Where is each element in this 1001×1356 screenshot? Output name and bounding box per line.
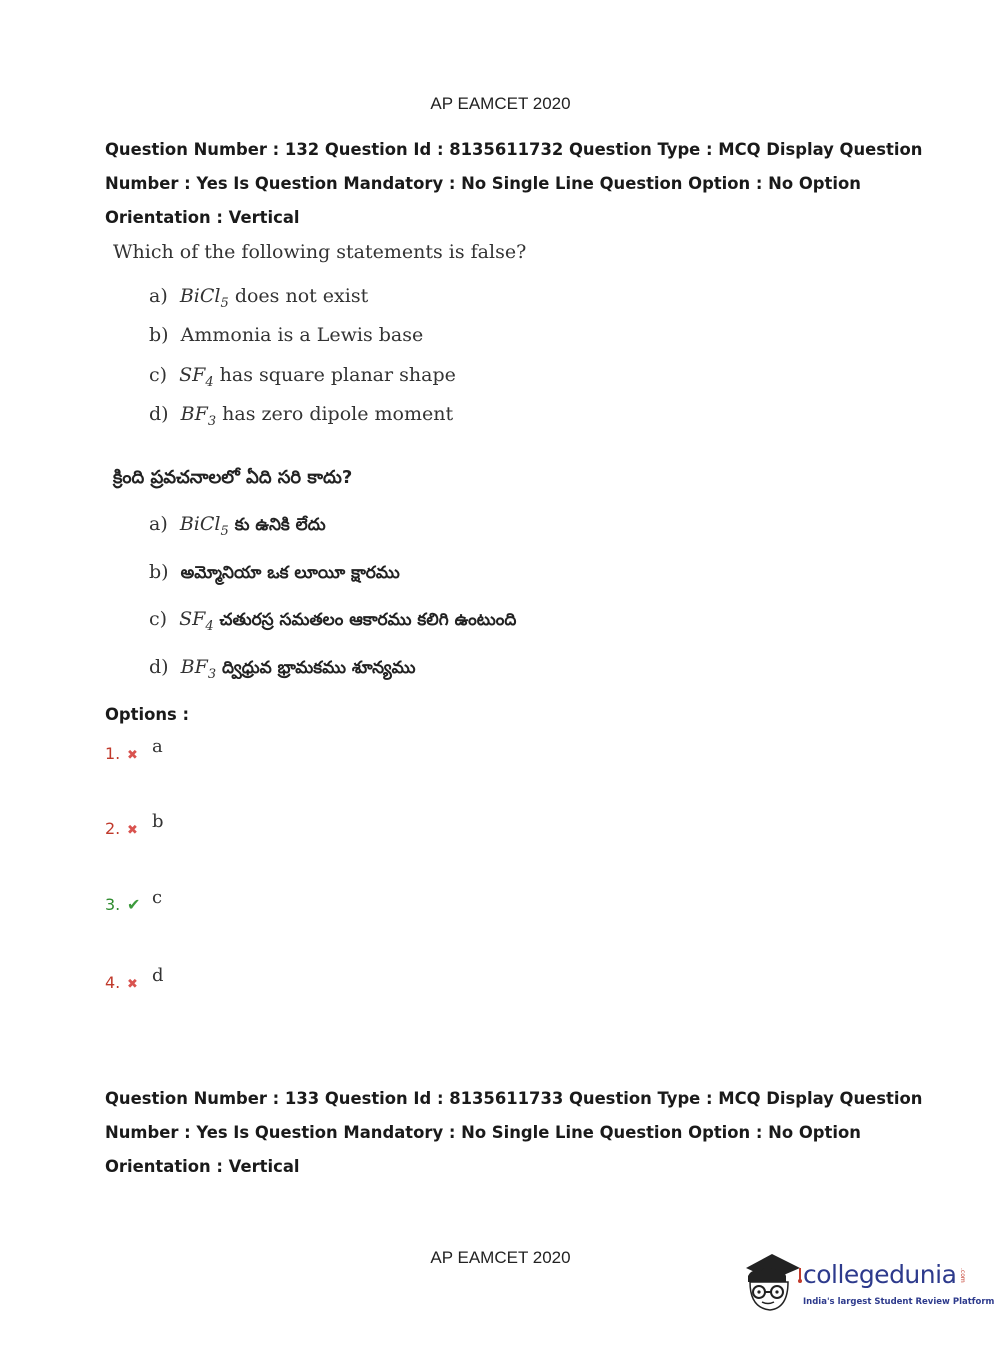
answer-option-3 (105, 887, 163, 914)
meta-line: Number : Yes Is Question Mandatory : No Single Line Question Option : No Option (105, 1123, 861, 1142)
answer-number: 4. (105, 973, 121, 992)
answer-value: c (152, 887, 163, 908)
meta-line: Orientation : Vertical (105, 1157, 300, 1176)
logo-tagline: India's largest Student Review Platform (803, 1297, 995, 1307)
answer-option-1 (105, 736, 163, 763)
answer-number: 2. (105, 819, 121, 838)
answer-option-4 (105, 965, 164, 992)
collegedunia-logo (742, 1250, 995, 1320)
meta-line: Question Number : 133 Question Id : 8135611733 Question Type : MCQ Display Question (105, 1089, 923, 1108)
option-telugu-b: b) అమ్మోనియా ఒక లూయీ క్షారము (149, 561, 400, 583)
answer-value: d (152, 965, 164, 986)
question-text-telugu: క్రింది ప్రవచనాలలో ఏది సరి కాదు? (113, 467, 353, 488)
option-telugu-c: c) $SF_4$ చతురస్ర సమతలం ఆకారము కలిగి ఉంటుంది (149, 608, 517, 634)
option-english-b: b) Ammonia is a Lewis base (149, 324, 424, 346)
question-133-meta (105, 1082, 923, 1184)
answer-option-2 (105, 811, 164, 838)
page-header-title: AP EAMCET 2020 (430, 94, 571, 113)
option-telugu-d: d) $BF_3$ ద్విధ్రువ భ్రామకము శూన్యము (149, 656, 416, 682)
options-label: Options : (105, 705, 190, 724)
meta-line: Number : Yes Is Question Mandatory : No Single Line Question Option : No Option (105, 174, 861, 193)
question-text-english: Which of the following statements is false? (113, 241, 527, 263)
meta-line: Question Number : 132 Question Id : 8135611732 Question Type : MCQ Display Question (105, 140, 923, 159)
answer-number: 3. (105, 895, 121, 914)
student-mascot-icon (742, 1250, 802, 1320)
cross-icon: ✖ (127, 748, 138, 763)
question-132-meta (105, 133, 923, 235)
check-icon: ✔ (127, 895, 141, 914)
meta-line: Orientation : Vertical (105, 208, 300, 227)
logo-wordmark: collegedunia (803, 1260, 957, 1289)
cross-icon: ✖ (127, 977, 138, 992)
answer-number: 1. (105, 744, 121, 763)
option-english-c: c) $SF_4$ has square planar shape (149, 364, 456, 390)
logo-domain-suffix: .com (959, 1268, 966, 1283)
answer-value: b (152, 811, 164, 832)
answer-value: a (152, 736, 163, 757)
cross-icon: ✖ (127, 823, 138, 838)
option-english-a: a) BiCl$_5$ does not exist (149, 285, 369, 311)
page-footer-title: AP EAMCET 2020 (430, 1248, 571, 1267)
option-english-d: d) $BF_3$ has zero dipole moment (149, 403, 454, 429)
option-telugu-a: a) BiCl$_5$ కు ఉనికి లేదు (149, 513, 326, 539)
